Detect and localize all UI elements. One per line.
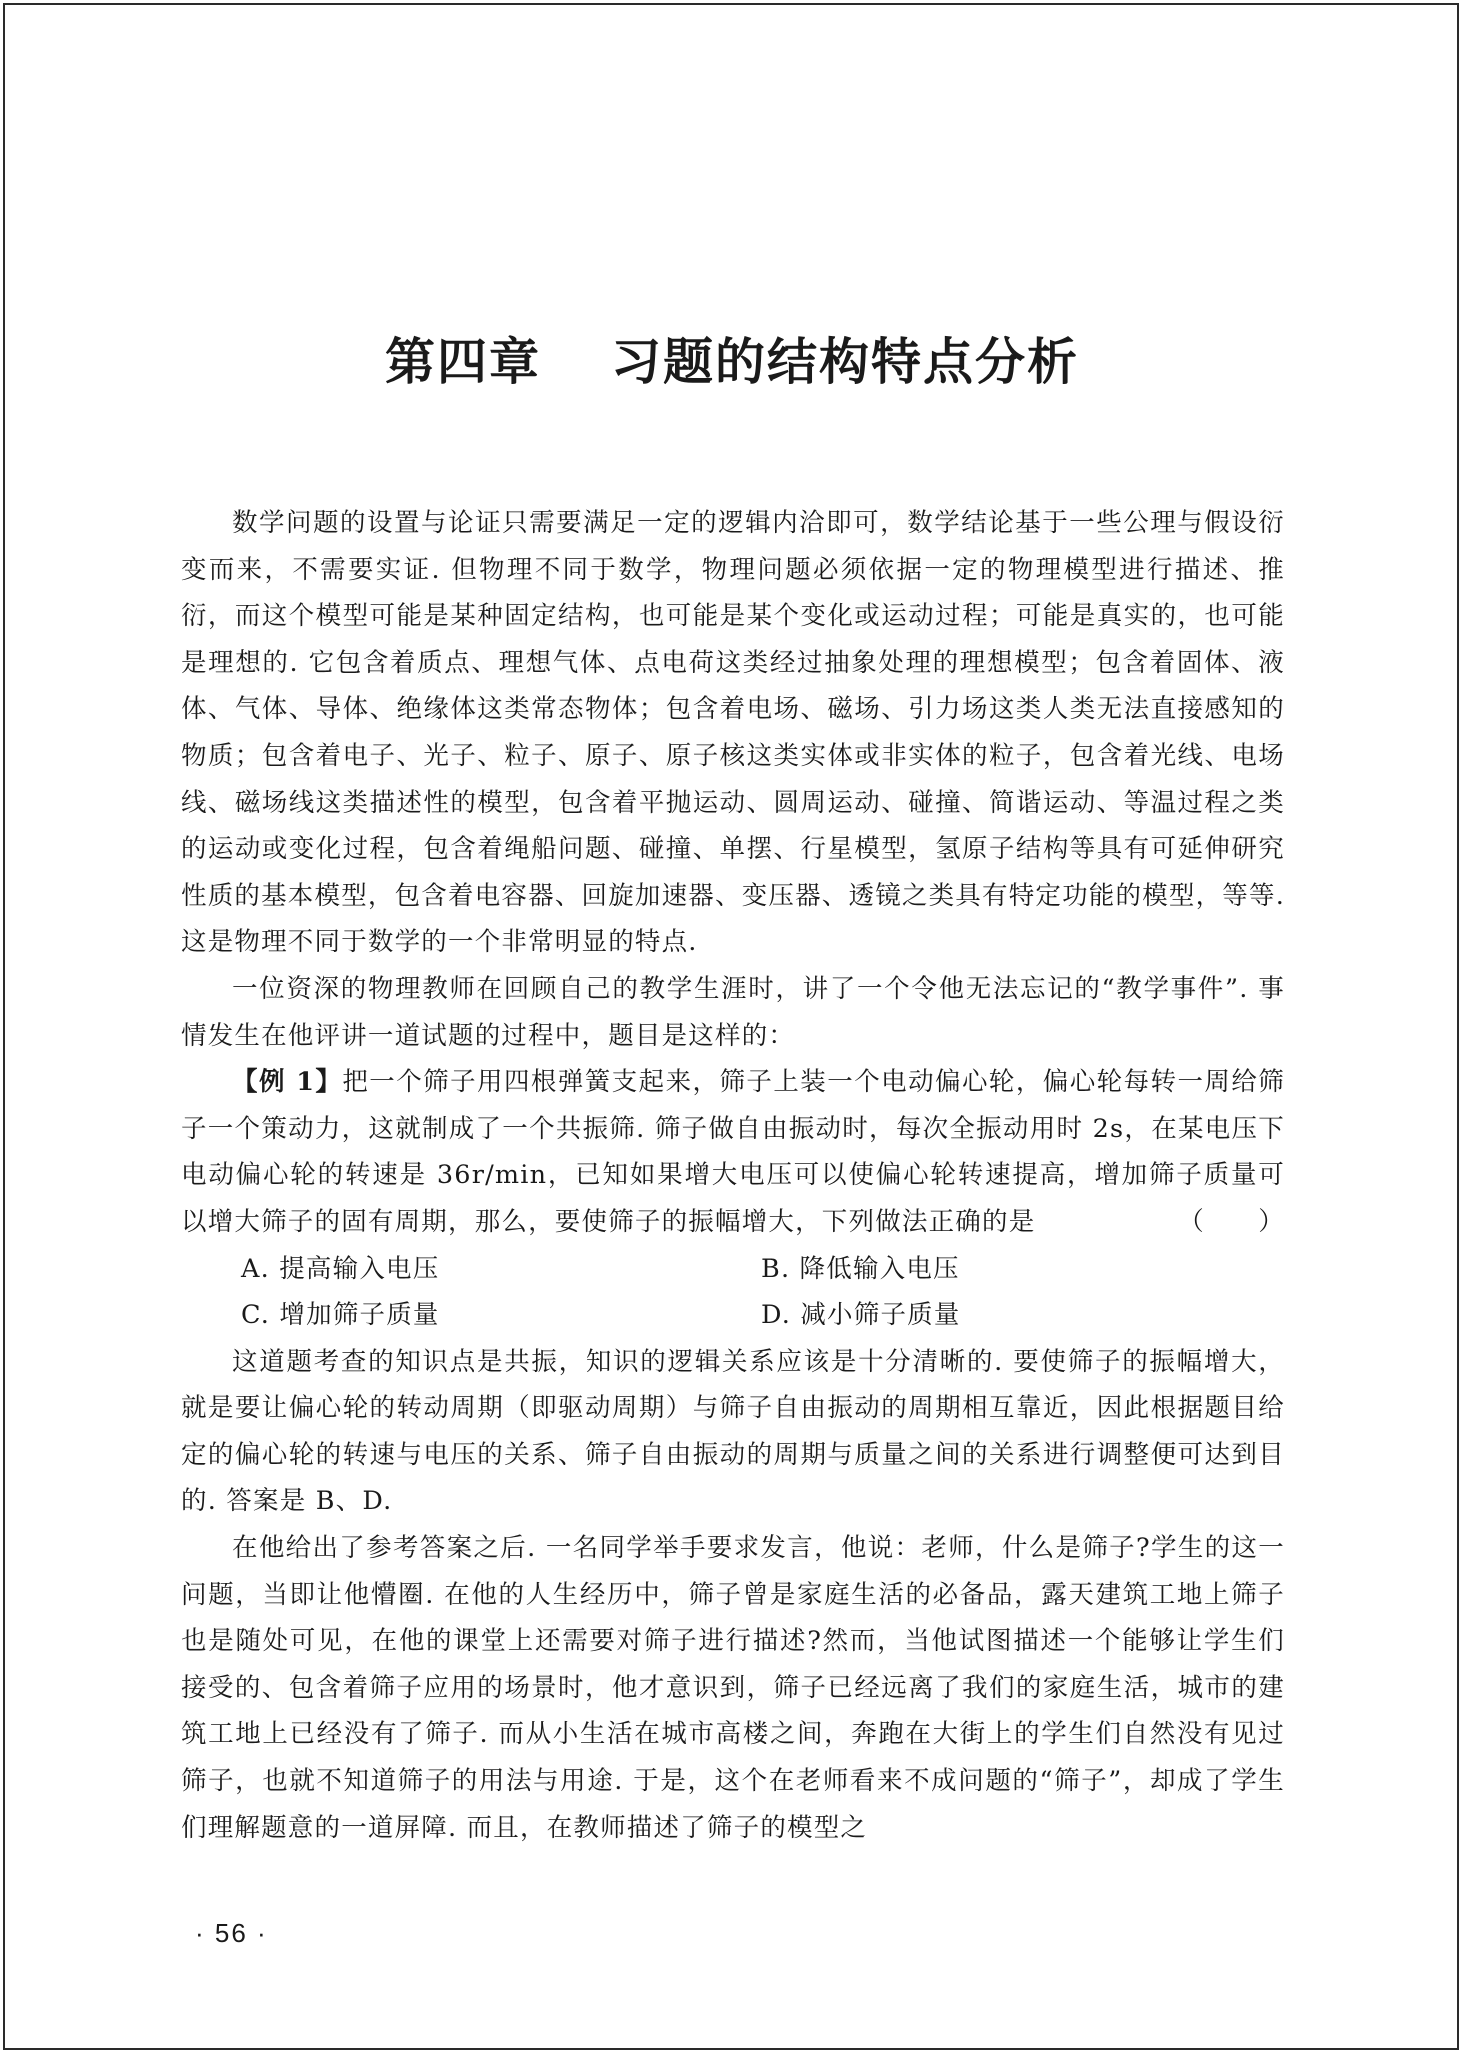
chapter-title xyxy=(0,322,1464,394)
example-text: 把一个筛子用四根弹簧支起来，筛子上装一个电动偏心轮，偏心轮每转一周给筛子一个策动力，这就制成了一个共振筛. 筛子做自由振动时，每次全振动用时 2s，在某电压下电动偏心轮的转速是 36r/min，已知如果增大电压可以使偏心轮转速提高，增加筛子质量可以增大筛子的固有周期，那么，要使筛子的振幅增大，下列做法正确的是 xyxy=(181,1067,1285,1237)
page-number: · 56 · xyxy=(195,1918,268,1948)
example-label: 【例 1】 xyxy=(232,1067,343,1098)
paragraph-intro: 数学问题的设置与论证只需要满足一定的逻辑内洽即可，数学结论基于一些公理与假设衍变而来，不需要实证. 但物理不同于数学，物理问题必须依据一定的物理模型进行描述、推衍，而这个模型可能是某种固定结构，也可能是某个变化或运动过程；可能是真实的，也可能是理想的. 它包含着质点、理想气体、点电荷这类经过抽象处理的理想模型；包含着固体、液体、气体、导体、绝缘体这类常态物体；包含着电场、磁场、引力场这类人类无法直接感知的物质；包含着电子、光子、粒子、原子、原子核这类实体或非实体的粒子，包含着光线、电场线、磁场线这类描述性的模型，包含着平抛运动、圆周运动、碰撞、简谐运动、等温过程之类的运动或变化过程，包含着绳船问题、碰撞、单摆、行星模型，氢原子结构等具有可延伸研究性质的基本模型，包含着电容器、回旋加速器、变压器、透镜之类具有特定功能的模型，等等. 这是物理不同于数学的一个非常明显的特点. xyxy=(181,508,1286,958)
body-text xyxy=(181,500,1285,1851)
option-a: A. 提高输入电压 xyxy=(241,1253,440,1284)
paragraph-analysis: 这道题考查的知识点是共振，知识的逻辑关系应该是十分清晰的. 要使筛子的振幅增大，就是要让偏心轮的转动周期（即驱动周期）与筛子自由振动的周期相互靠近，因此根据题目给定的偏心轮的转速与电压的关系、筛子自由振动的周期与质量之间的关系进行调整便可达到目的. 答案是 B、D. xyxy=(181,1346,1285,1517)
paragraph-sieve-story: 在他给出了参考答案之后. 一名同学举手要求发言，他说：老师，什么是筛子?学生的这一问题，当即让他懵圈. 在他的人生经历中，筛子曾是家庭生活的必备品，露天建筑工地上筛子也是随处可见，在他的课堂上还需要对筛子进行描述?然而，当他试图描述一个能够让学生们接受的、包含着筛子应用的场景时，他才意识到，筛子已经远离了我们的家庭生活，城市的建筑工地上已经没有了筛子. 而从小生活在城市高楼之间，奔跑在大街上的学生们自然没有见过筛子，也就不知道筛子的用法与用途. 于是，这个在老师看来不成问题的“筛子”，却成了学生们理解题意的一道屏障. 而且，在教师描述了筛子的模型之 xyxy=(181,1533,1285,1843)
paragraph-teacher-story: 一位资深的物理教师在回顾自己的教学生涯时，讲了一个令他无法忘记的“教学事件”. 事情发生在他评讲一道试题的过程中，题目是这样的： xyxy=(181,973,1285,1051)
option-b: B. 降低输入电压 xyxy=(761,1253,960,1284)
answer-paren: （ ） xyxy=(1178,1206,1285,1237)
chapter-number: 第四章 xyxy=(385,332,541,391)
options-row-2 xyxy=(181,1292,1285,1339)
option-c: C. 增加筛子质量 xyxy=(241,1300,440,1331)
option-d: D. 减小筛子质量 xyxy=(761,1300,961,1331)
options-row-1 xyxy=(181,1246,1285,1293)
chapter-title-text: 习题的结构特点分析 xyxy=(611,332,1079,391)
example-1 xyxy=(181,1059,1285,1245)
